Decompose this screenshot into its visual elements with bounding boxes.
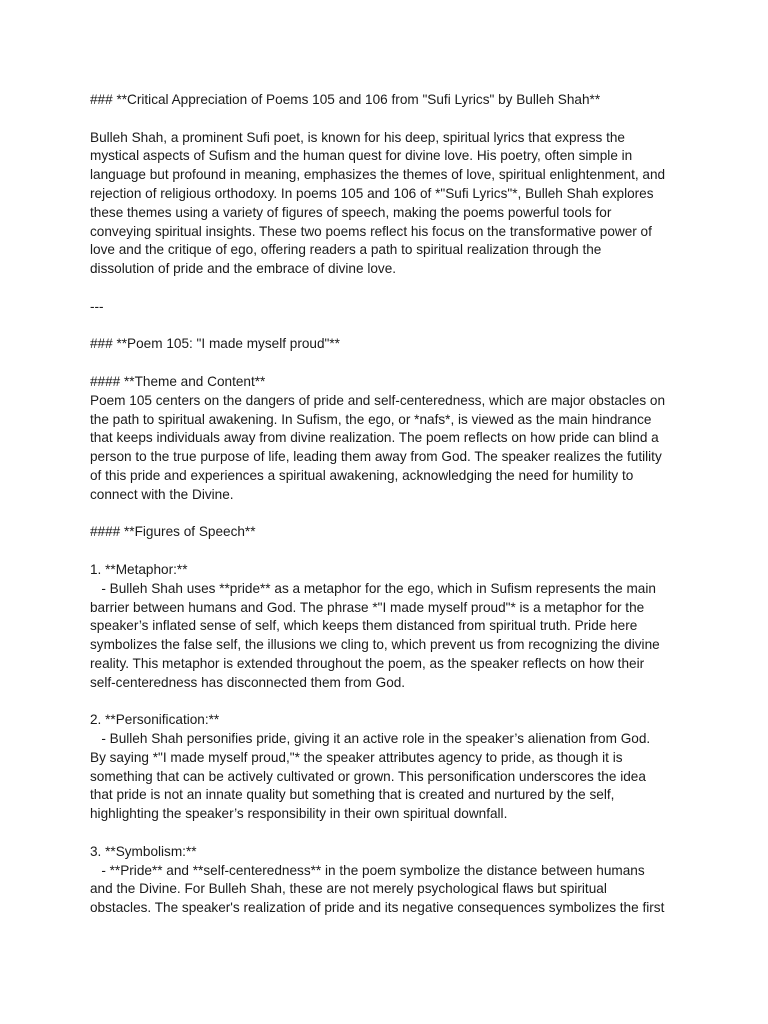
intro-line: love and the critique of ego, offering readers a path to spiritual realization through the: [90, 242, 602, 258]
intro-paragraph: [90, 129, 690, 279]
intro-line: language but profound in meaning, emphasizes the themes of love, spiritual enlightenment, and: [90, 167, 666, 183]
theme-line: Poem 105 centers on the dangers of pride and self-centeredness, which are major obstacles on: [90, 392, 666, 408]
intro-line: mystical aspects of Sufism and the human quest for divine love. His poetry, often simple in: [90, 148, 633, 164]
figure-line: - Bulleh Shah uses **pride** as a metaphor for the ego, which in Sufism represents the main: [90, 580, 656, 596]
theme-line: that keeps individuals away from divine realization. The poem reflects on how pride can blind a: [90, 430, 659, 446]
figures-heading: #### **Figures of Speech**: [90, 524, 256, 540]
figure-heading: 2. **Personification:**: [90, 712, 220, 728]
theme-line: the path to spiritual awakening. In Sufism, the ego, or *nafs*, is viewed as the main hindrance: [90, 411, 652, 427]
figure-line: symbolizes the false self, the illusions we cling to, which prevent us from recognizing the divine: [90, 637, 660, 653]
theme-line: connect with the Divine.: [90, 486, 234, 502]
spacer: [90, 505, 690, 524]
figure-line: reality. This metaphor is extended throughout the poem, as the speaker reflects on how their: [90, 655, 645, 671]
figure-line: speaker’s inflated sense of self, which keeps them distanced from spiritual truth. Pride here: [90, 618, 638, 634]
figure-symbolism: [90, 843, 690, 918]
figure-line: - Bulleh Shah personifies pride, giving it an active role in the speaker’s alienation from God.: [90, 731, 651, 747]
spacer: [90, 317, 690, 336]
intro-line: dissolution of pride and the embrace of divine love.: [90, 261, 397, 277]
spacer: [90, 542, 690, 561]
figure-line: By saying *"I made myself proud,"* the speaker attributes agency to pride, as though it is: [90, 749, 623, 765]
intro-line: Bulleh Shah, a prominent Sufi poet, is known for his deep, spiritual lyrics that express the: [90, 129, 625, 145]
figure-line: that pride is not an innate quality but something that is created and nurtured by the self,: [90, 787, 615, 803]
intro-line: conveying spiritual insights. These two poems reflect his focus on the transformative power of: [90, 223, 652, 239]
figure-line: - **Pride** and **self-centeredness** in the poem symbolize the distance between humans: [90, 862, 645, 878]
figure-heading: 1. **Metaphor:**: [90, 561, 188, 577]
figure-line: highlighting the speaker’s responsibility in their own spiritual downfall.: [90, 806, 508, 822]
document-title: ### **Critical Appreciation of Poems 105 and 106 from "Sufi Lyrics" by Bulleh Shah**: [90, 92, 601, 107]
figure-line: and the Divine. For Bulleh Shah, these are not merely psychological flaws but spiritual: [90, 881, 607, 897]
theme-line: person to the true purpose of life, leading them away from God. The speaker realizes the futility: [90, 449, 662, 465]
theme-line: of this pride and experiences a spiritual awakening, acknowledging the need for humility to: [90, 467, 634, 483]
figure-line: something that can be actively cultivated or grown. This personification underscores the idea: [90, 768, 646, 784]
spacer: [90, 824, 690, 843]
theme-paragraph: [90, 392, 690, 505]
document-page: [90, 91, 690, 918]
figure-personification: [90, 711, 690, 824]
spacer: [90, 110, 690, 129]
section-separator: ---: [90, 298, 104, 314]
intro-line: rejection of religious orthodoxy. In poems 105 and 106 of *"Sufi Lyrics"*, Bulleh Shah explores: [90, 185, 654, 201]
figure-heading: 3. **Symbolism:**: [90, 843, 197, 859]
spacer: [90, 693, 690, 712]
figure-metaphor: [90, 561, 690, 693]
figure-line: obstacles. The speaker's realization of pride and its negative consequences symbolizes the first: [90, 900, 665, 916]
spacer: [90, 279, 690, 298]
spacer: [90, 354, 690, 373]
poem-heading: ### **Poem 105: "I made myself proud"**: [90, 336, 340, 352]
figure-line: barrier between humans and God. The phrase *"I made myself proud"* is a metaphor for the: [90, 599, 645, 615]
theme-heading: #### **Theme and Content**: [90, 373, 266, 389]
intro-line: these themes using a variety of figures of speech, making the poems powerful tools for: [90, 204, 612, 220]
figure-line: self-centeredness has disconnected them from God.: [90, 674, 406, 690]
